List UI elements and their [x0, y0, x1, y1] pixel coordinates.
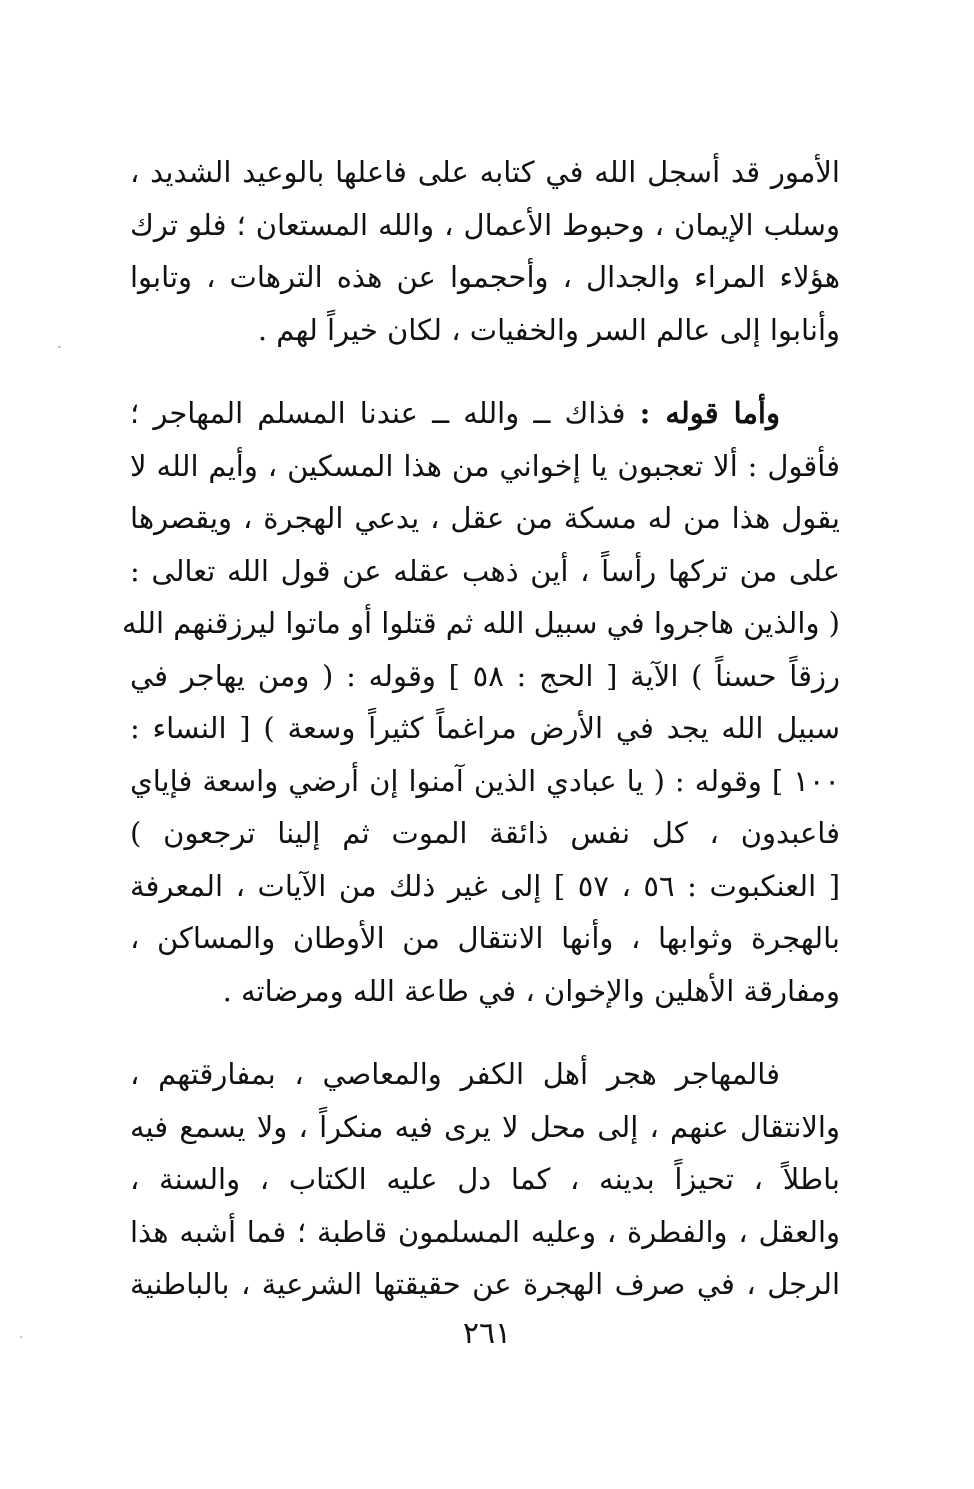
text-line: ومفارقة الأهلين والإخوان ، في طاعة الله ومرضاته .	[222, 973, 840, 1008]
paragraph-gap	[130, 356, 840, 387]
text-line: وأنابوا إلى عالم السر والخفيات ، لكان خيراً لهم .	[257, 312, 840, 347]
text-line: الأمور قد أسجل الله في كتابه على فاعلها بالوعيد الشديد ،	[130, 155, 840, 189]
paragraph-3	[130, 1048, 840, 1311]
text-line-lead	[130, 387, 840, 440]
text-line: وسلب الإيمان ، وحبوط الأعمال ، والله المستعان ؛ فلو ترك	[130, 207, 840, 242]
text-line: رزقاً حسناً ) الآية [ الحج : ٥٨ ] وقوله : ( ومن يهاجر في	[130, 658, 840, 693]
paragraph-1	[130, 146, 840, 356]
text-line: على من تركها رأساً ، أين ذهب عقله عن قول الله تعالى :	[130, 553, 840, 588]
text-line: بالهجرة وثوابها ، وأنها الانتقال من الأوطان والمساكن ،	[130, 921, 840, 955]
text-line: [ العنكبوت : ٥٦ ، ٥٧ ] إلى غير ذلك من الآيات ، المعرفة	[130, 868, 841, 903]
text-line: ١٠٠ ] وقوله : ( يا عبادي الذين آمنوا إن أرضي واسعة فإياي	[130, 763, 840, 798]
text-line: سبيل الله يجد في الأرض مراغماً كثيراً وسعة ) [ النساء :	[130, 711, 840, 745]
body-text	[121, 146, 841, 1311]
lead-rest: فذاك ــ والله ــ عندنا المسلم المهاجر ؛	[130, 396, 640, 430]
text-line: هؤلاء المراء والجدال ، وأحجموا عن هذه الترهات ، وتابوا	[130, 260, 840, 294]
scan-speck	[58, 346, 61, 348]
text-line: فاعبدون ، كل نفس ذائقة الموت ثم إلينا ترجعون )	[130, 816, 840, 850]
text-line: فالمهاجر هجر أهل الكفر والمعاصي ، بمفارقتهم ،	[130, 1057, 780, 1091]
text-line: والانتقال عنهم ، إلى محل لا يرى فيه منكراً ، ولا يسمع فيه	[130, 1109, 840, 1144]
text-line: فأقول : ألا تعجبون يا إخواني من هذا المسكين ، وأيم الله لا	[130, 448, 840, 483]
text-line: يقول هذا من له مسكة من عقل ، يدعي الهجرة ، ويقصرها	[130, 501, 840, 535]
paragraph-gap	[130, 1017, 840, 1048]
text-line: ( والذين هاجروا في سبيل الله ثم قتلوا أو ماتوا ليرزقنهم الله	[121, 606, 840, 640]
bold-lead: وأما قوله :	[639, 396, 780, 430]
text-line: الرجل ، في صرف الهجرة عن حقيقتها الشرعية ، بالباطنية	[130, 1267, 840, 1301]
paragraph-2	[121, 387, 841, 1017]
page-number: ٢٦١	[462, 1316, 512, 1351]
text-line: باطلاً ، تحيزاً بدينه ، كما دل عليه الكتاب ، والسنة ،	[130, 1162, 840, 1196]
scan-speck	[20, 1336, 22, 1338]
text-line: والعقل ، والفطرة ، وعليه المسلمون قاطبة ؛ فما أشبه هذا	[130, 1214, 840, 1249]
